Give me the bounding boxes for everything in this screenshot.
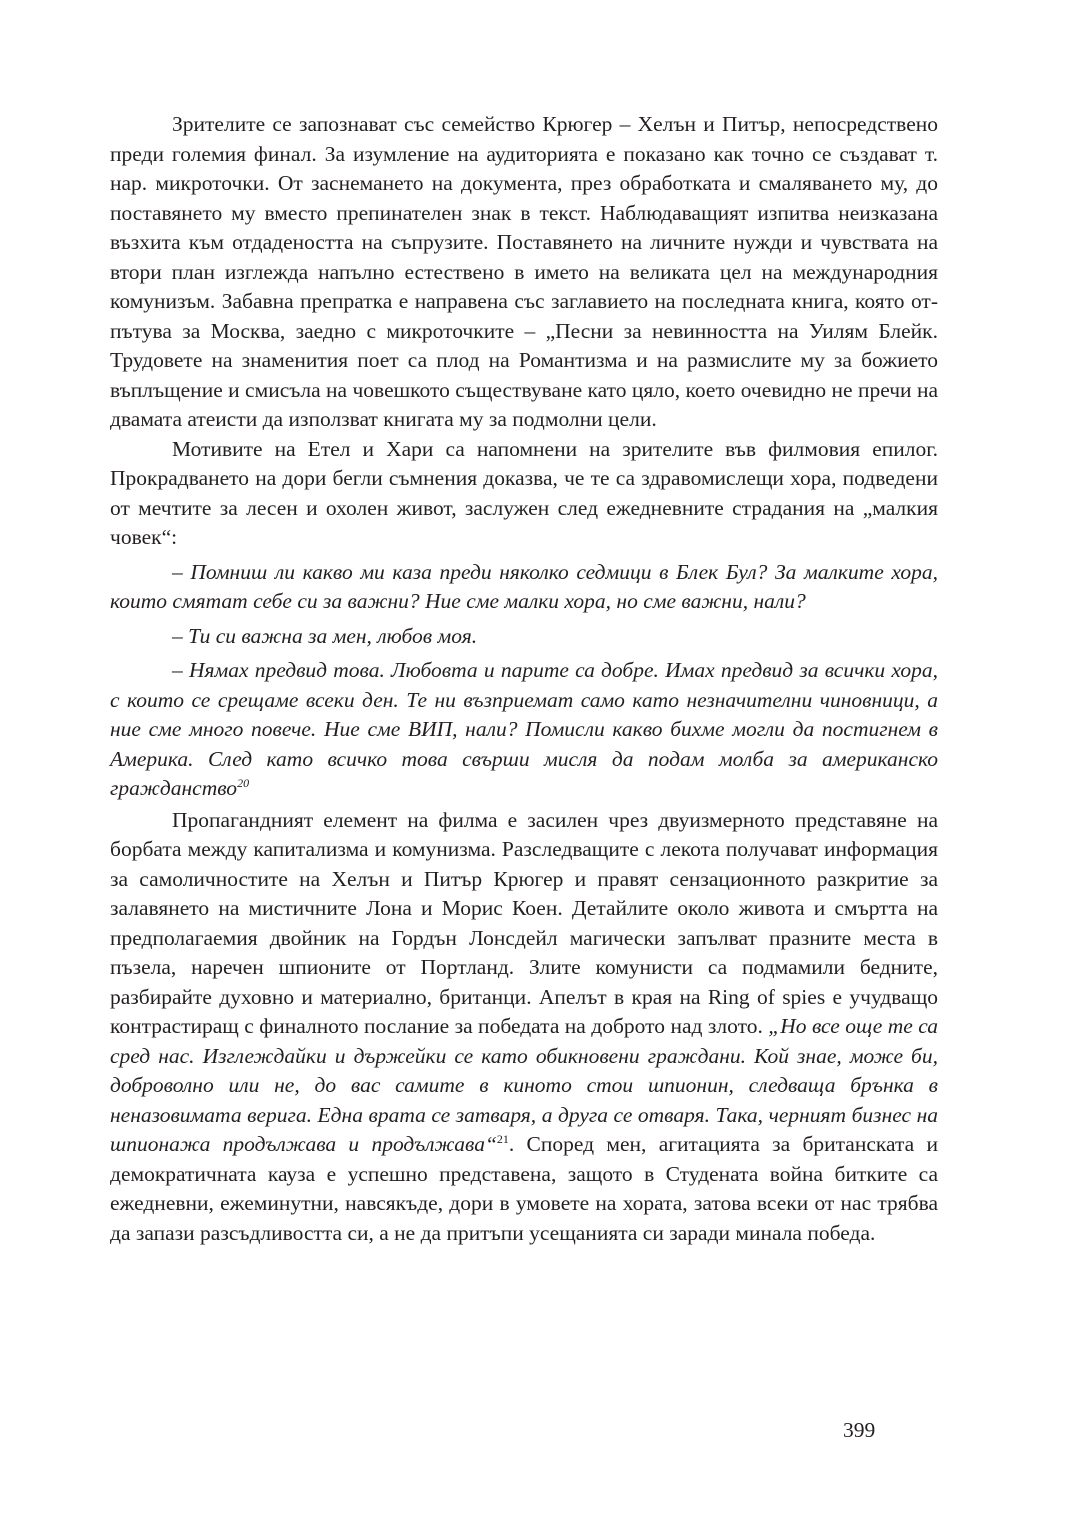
document-page — [110, 110, 938, 1248]
propaganda-text: Пропагандният елемент на филма е засилен чрез двуизмерното представяне на борбата между капитализма и комунизма. Разследващите с лекота получават информация за самоличностите на Хелън и Питър Крюгер и правят сензационното разкритие за залавянето на мистичните Лона и Морис Коен. Детайлите около живота и смъртта на предполагаемия двойник на Гордън Лонсдейл магически запълват празните места в пъзела, наречен шпионите от Портланд. Злите комунисти са подмамили бедните, разбирайте духовно и материално, британци. Апелът в края на Ring of spies е учудващо контрастиращ с финалното послание за победата на доброто над злото. — [110, 807, 938, 1038]
dialogue-line-3-text: – Нямах предвид това. Любовта и парите са добре. Имах предвид за всички хора, с които се срещаме всеки ден. Те ни възприемат само като незначителни чиновници, а ние сме много повече. Ние сме ВИП, нали? Помисли какво бихме могли да постигнем в Америка. След като всичко това свърши мисля да подам молба за американско гражданство — [110, 658, 938, 800]
page-number: 399 — [843, 1418, 876, 1442]
footnote-ref-20: 20 — [237, 775, 250, 790]
paragraph-propaganda — [110, 806, 938, 1249]
dialogue-line-3 — [110, 656, 938, 804]
paragraph-motives: Мотивите на Етел и Хари са напомнени на зрителите във филмовия епилог. Прокрадването на дори бегли съмнения доказва, че те са здравомислещи хора, подведени от мечтите за лесен и охолен живот, заслужен след ежедневните страдания на „малкия човек“: — [110, 436, 938, 549]
footnote-ref-21: 21 — [496, 1131, 509, 1146]
dialogue-line-1: – Помниш ли какво ми каза преди няколко седмици в Блек Бул? За малките хора, които смятат себе си за важни? Ние сме малки хора, но сме важни, нали? — [110, 559, 938, 613]
film-quote: „Но все още те са сред нас. Изглеждайки и държейки се като обикновени граждани. Кой знае, може би, доброволно или не, до вас самите в киното стои шпионин, следваща брънка в неназовимата верига. Една врата се затваря, а друга се отваря. Така, черният бизнес на шпионажа продължава и продължава“ — [110, 1014, 939, 1156]
conclusion-text: . Според мен, агитацията за британската и демократичната кауза е успешно представена, защото в Студената война битките са ежедневни, ежеминутни, навсякъде, дори в умовете на хората, затова всеки от нас трябва да запази разсъдливостта си, а не да притъпи усещанията си заради минала победа. — [110, 1132, 938, 1245]
dialogue-line-2: – Ти си важна за мен, любов моя. — [172, 623, 478, 648]
paragraph-intro: Зрителите се запознават със семейство Крюгер – Хелън и Питър, непосредствено преди големия финал. За изумление на аудиторията е показано как точно се създават т. нар. микроточки. От заснемането на документа, през обработката и смаляването му, до поставянето му вместо препинателен знак в текст. Наблюдаващият изпитва неизказана възхита към отдадеността на съпрузите. Поставянето на личните нужди и чувствата на втори план изглежда напълно естествено в името на великата цел на международния комунизъм. Забавна препратка е направена със заглавието на последната книга, която отпътува за Москва, заедно с микроточките – „Песни за невинността на Уилям Блейк. Трудовете на знаменития поет са плод на Романтизма и на размислите му за божието въплъщение и смисъла на човешкото съществуване като цяло, което очевидно не пречи на двамата атеисти да използват книгата му за подмолни цели. — [110, 112, 938, 431]
